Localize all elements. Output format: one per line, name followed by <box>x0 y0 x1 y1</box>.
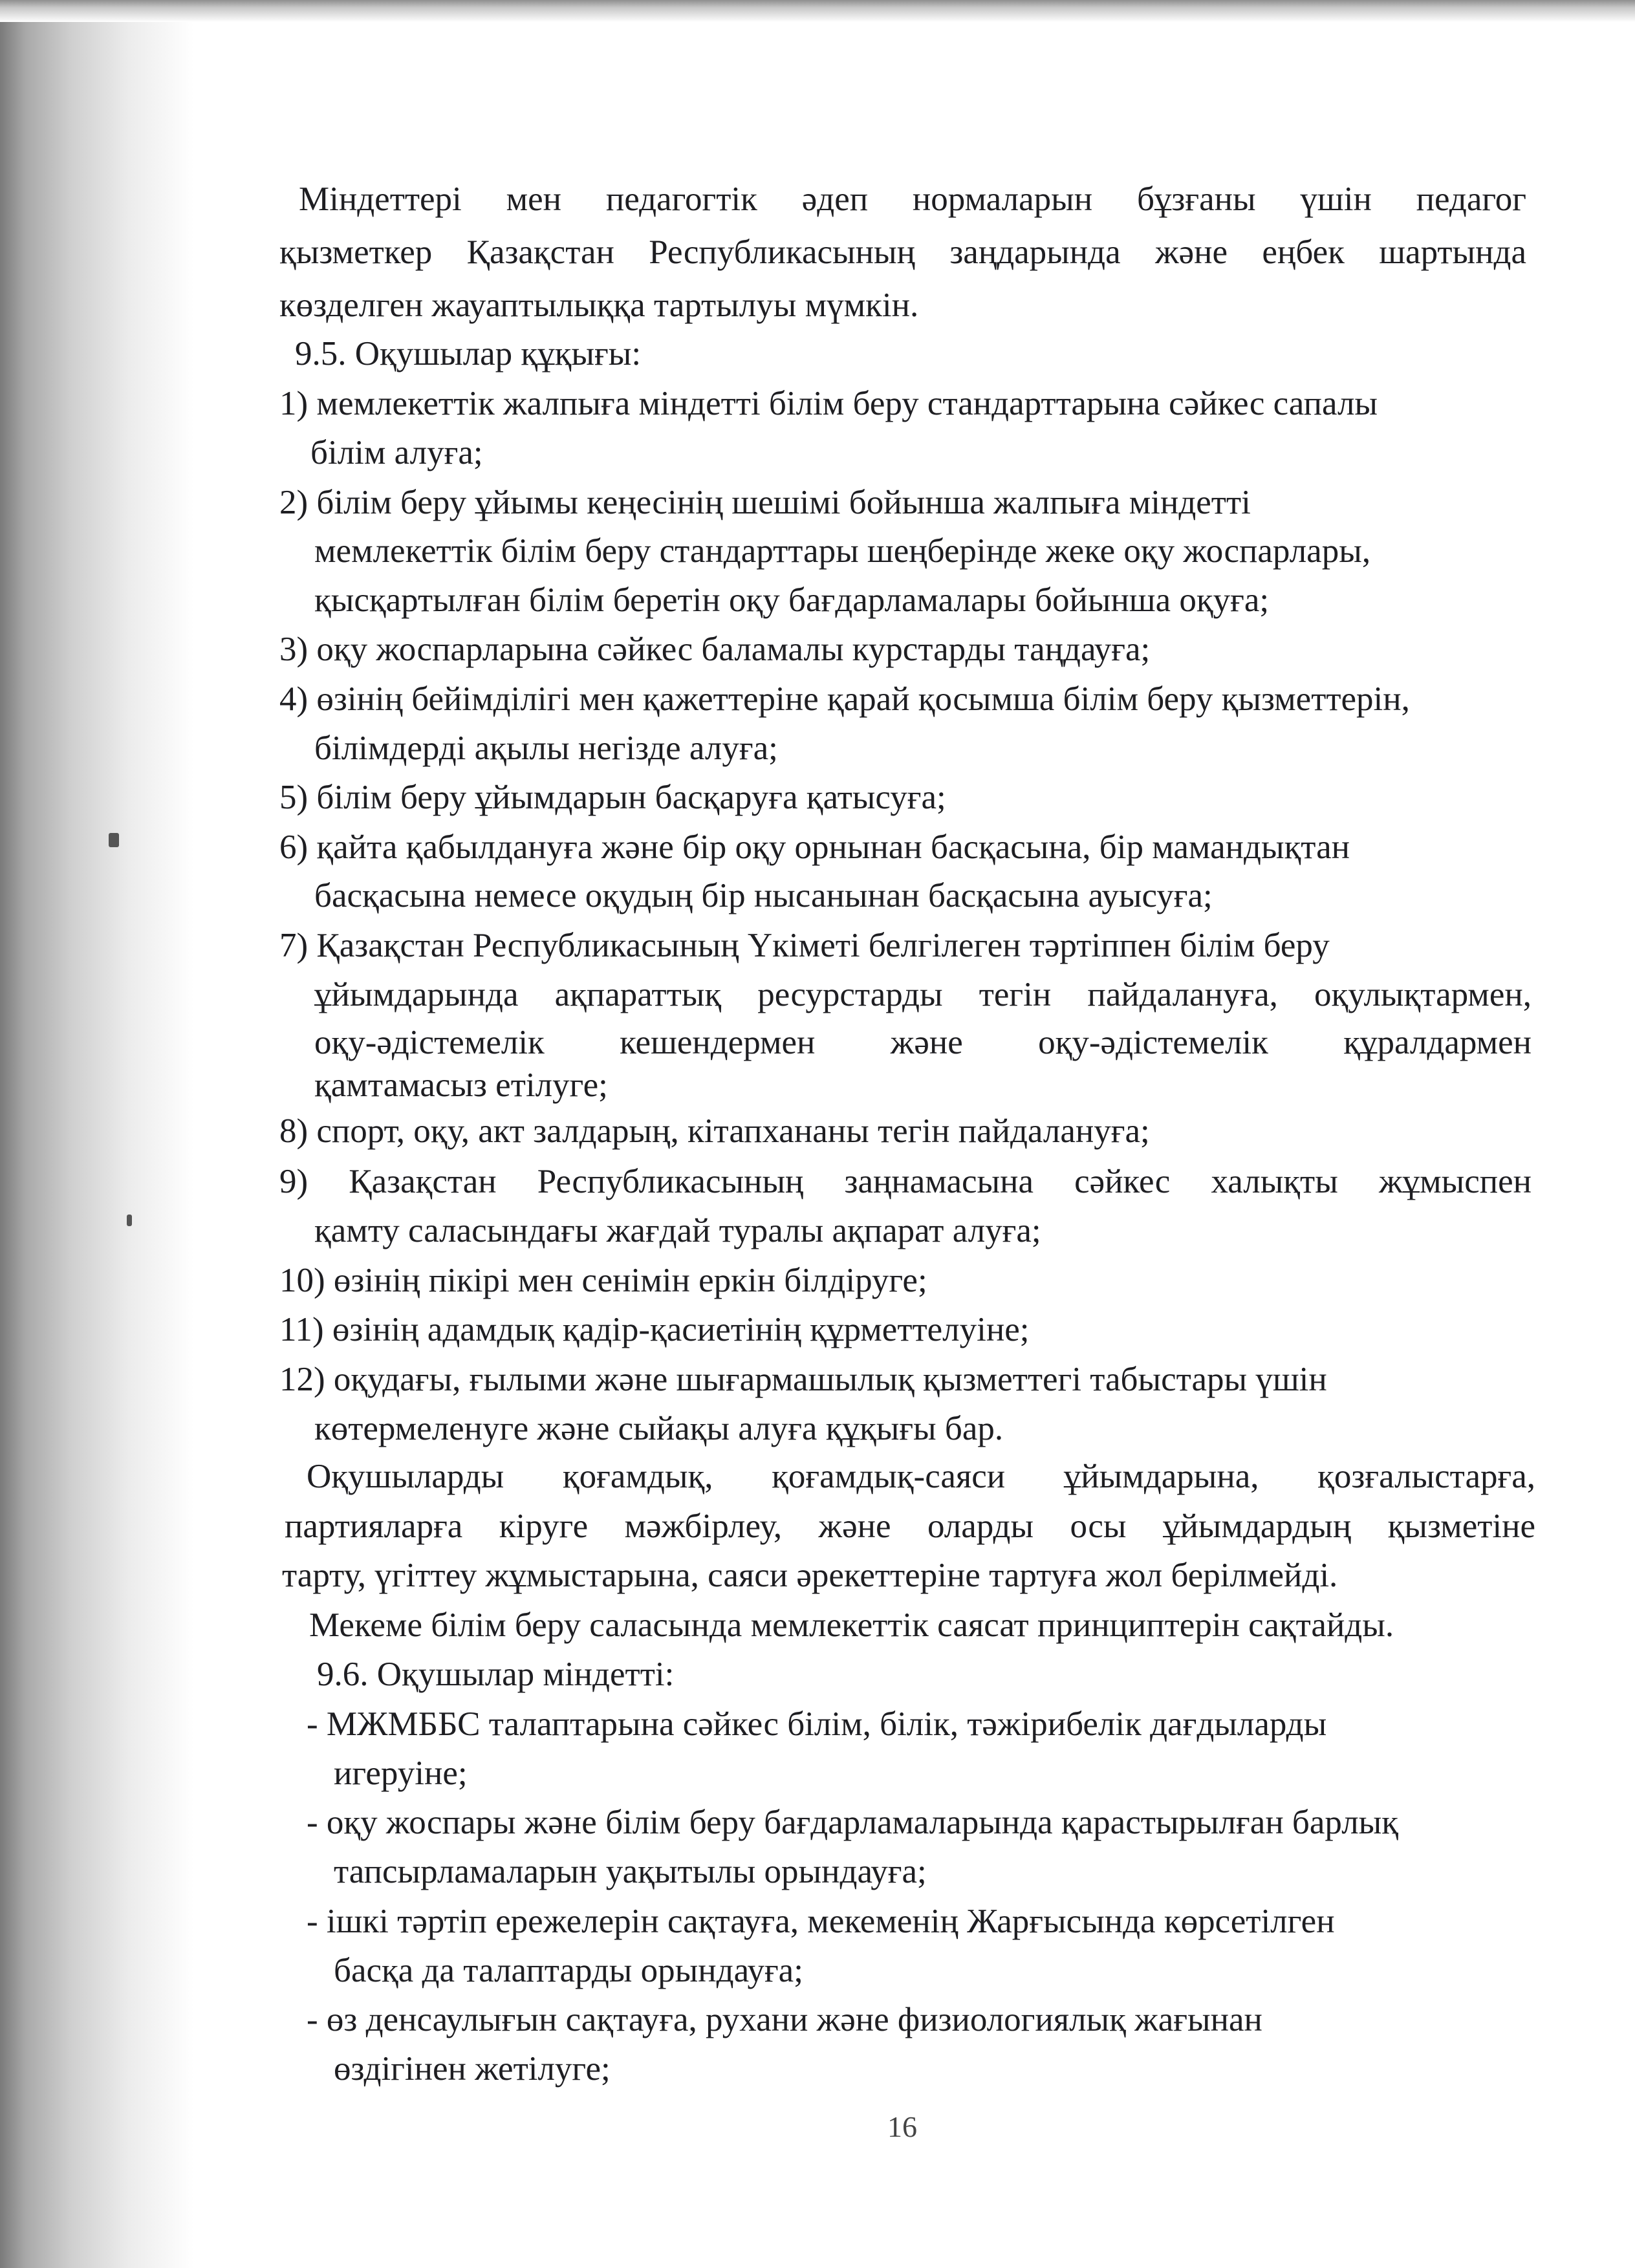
text-line: көзделген жауаптылыққа тартылуы мүмкін. <box>279 286 919 324</box>
text-line: партияларға кіруге мәжбірлеу, және оларды осы ұйымдардың қызметіне <box>285 1507 1535 1545</box>
text-line: Міндеттері мен педагогтік әдеп нормаларын бұзғаны үшін педагог <box>299 180 1526 218</box>
text-line: қызметкер Қазақстан Республикасының заңдарында және еңбек шартында <box>279 233 1526 271</box>
list-item-continuation: тапсырламаларын уақытылы орындауға; <box>334 1853 927 1890</box>
list-item: 1) мемлекеттік жалпыға міндетті білім беру стандарттарына сәйкес сапалы <box>279 385 1378 422</box>
list-item: 3) оқу жоспарларына сәйкес баламалы курстарды таңдауға; <box>279 631 1151 668</box>
section-heading: 9.5. Оқушылар құқығы: <box>295 335 642 373</box>
list-item: 8) спорт, оқу, акт залдарың, кітапхананы тегін пайдалануға; <box>279 1112 1150 1150</box>
section-heading: 9.6. Оқушылар міндетті: <box>317 1656 675 1693</box>
list-item: 7) Қазақстан Республикасының Үкіметі белгілеген тәртіппен білім беру <box>279 927 1330 964</box>
list-item: - ішкі тәртіп ережелерін сақтауға, мекеменің Жарғысында көрсетілген <box>307 1903 1335 1940</box>
list-item-continuation: игеруіне; <box>334 1755 468 1792</box>
list-item-continuation: қысқартылған білім беретін оқу бағдарламалары бойынша оқуға; <box>314 581 1270 619</box>
list-item: 4) өзінің бейімділігі мен қажеттеріне қарай қосымша білім беру қызметтерін, <box>279 680 1410 718</box>
text-line: Оқушыларды қоғамдық, қоғамдық-саяси ұйымдарына, қозғалыстарға, <box>307 1458 1535 1495</box>
text-line: Мекеме білім беру саласында мемлекеттік саясат принциптерін сақтайды. <box>309 1606 1394 1644</box>
list-item: 12) оқудағы, ғылыми және шығармашылық қызметтегі табыстары үшін <box>279 1361 1327 1398</box>
list-item-continuation: басқа да талаптарды орындауға; <box>334 1952 803 1989</box>
list-item-continuation: қамтамасыз етілуге; <box>314 1066 608 1104</box>
list-item-continuation: мемлекеттік білім беру стандарттары шеңберінде жеке оқу жоспарлары, <box>314 532 1371 570</box>
list-item: - оқу жоспары және білім беру бағдарламаларында қарастырылған барлық <box>307 1804 1399 1841</box>
page-number: 16 <box>887 2110 917 2143</box>
list-item-continuation: қамту саласындағы жағдай туралы ақпарат алуға; <box>314 1212 1041 1249</box>
list-item: - МЖМББС талаптарына сәйкес білім, білік, тәжірибелік дағдыларды <box>307 1705 1327 1743</box>
list-item-continuation: ұйымдарында ақпараттық ресурстарды тегін пайдалануға, оқулықтармен, <box>314 976 1532 1013</box>
list-item: 6) қайта қабылдануға және бір оқу орнынан басқасына, бір мамандықтан <box>279 828 1350 866</box>
list-item: - өз денсаулығын сақтауға, рухани және физиологиялық жағынан <box>307 2001 1262 2038</box>
text-line: тарту, үгіттеу жұмыстарына, саяси әрекеттеріне тартуға жол берілмейді. <box>282 1557 1338 1594</box>
list-item-continuation: өздігінен жетілуге; <box>334 2050 611 2088</box>
list-item-continuation: басқасына немесе оқудың бір нысанынан басқасына ауысуға; <box>314 877 1213 914</box>
list-item-continuation: көтермеленуге және сыйақы алуға құқығы бар. <box>314 1410 1004 1447</box>
list-item: 2) білім беру ұйымы кеңесінің шешімі бойынша жалпыға міндетті <box>279 484 1251 521</box>
list-item-continuation: білім алуға; <box>310 434 483 471</box>
list-item: 9) Қазақстан Республикасының заңнамасына сәйкес халықты жұмыспен <box>279 1163 1532 1200</box>
list-item: 11) өзінің адамдық қадір-қасиетінің құрметтелуіне; <box>279 1311 1030 1348</box>
list-item: 10) өзінің пікірі мен сенімін еркін білдіруге; <box>279 1262 927 1299</box>
list-item-continuation: білімдерді ақылы негізде алуға; <box>314 729 778 767</box>
list-item: 5) білім беру ұйымдарын басқаруға қатысуға; <box>279 779 946 816</box>
list-item-continuation: оқу-әдістемелік кешендермен және оқу-әдістемелік құралдармен <box>314 1024 1532 1061</box>
